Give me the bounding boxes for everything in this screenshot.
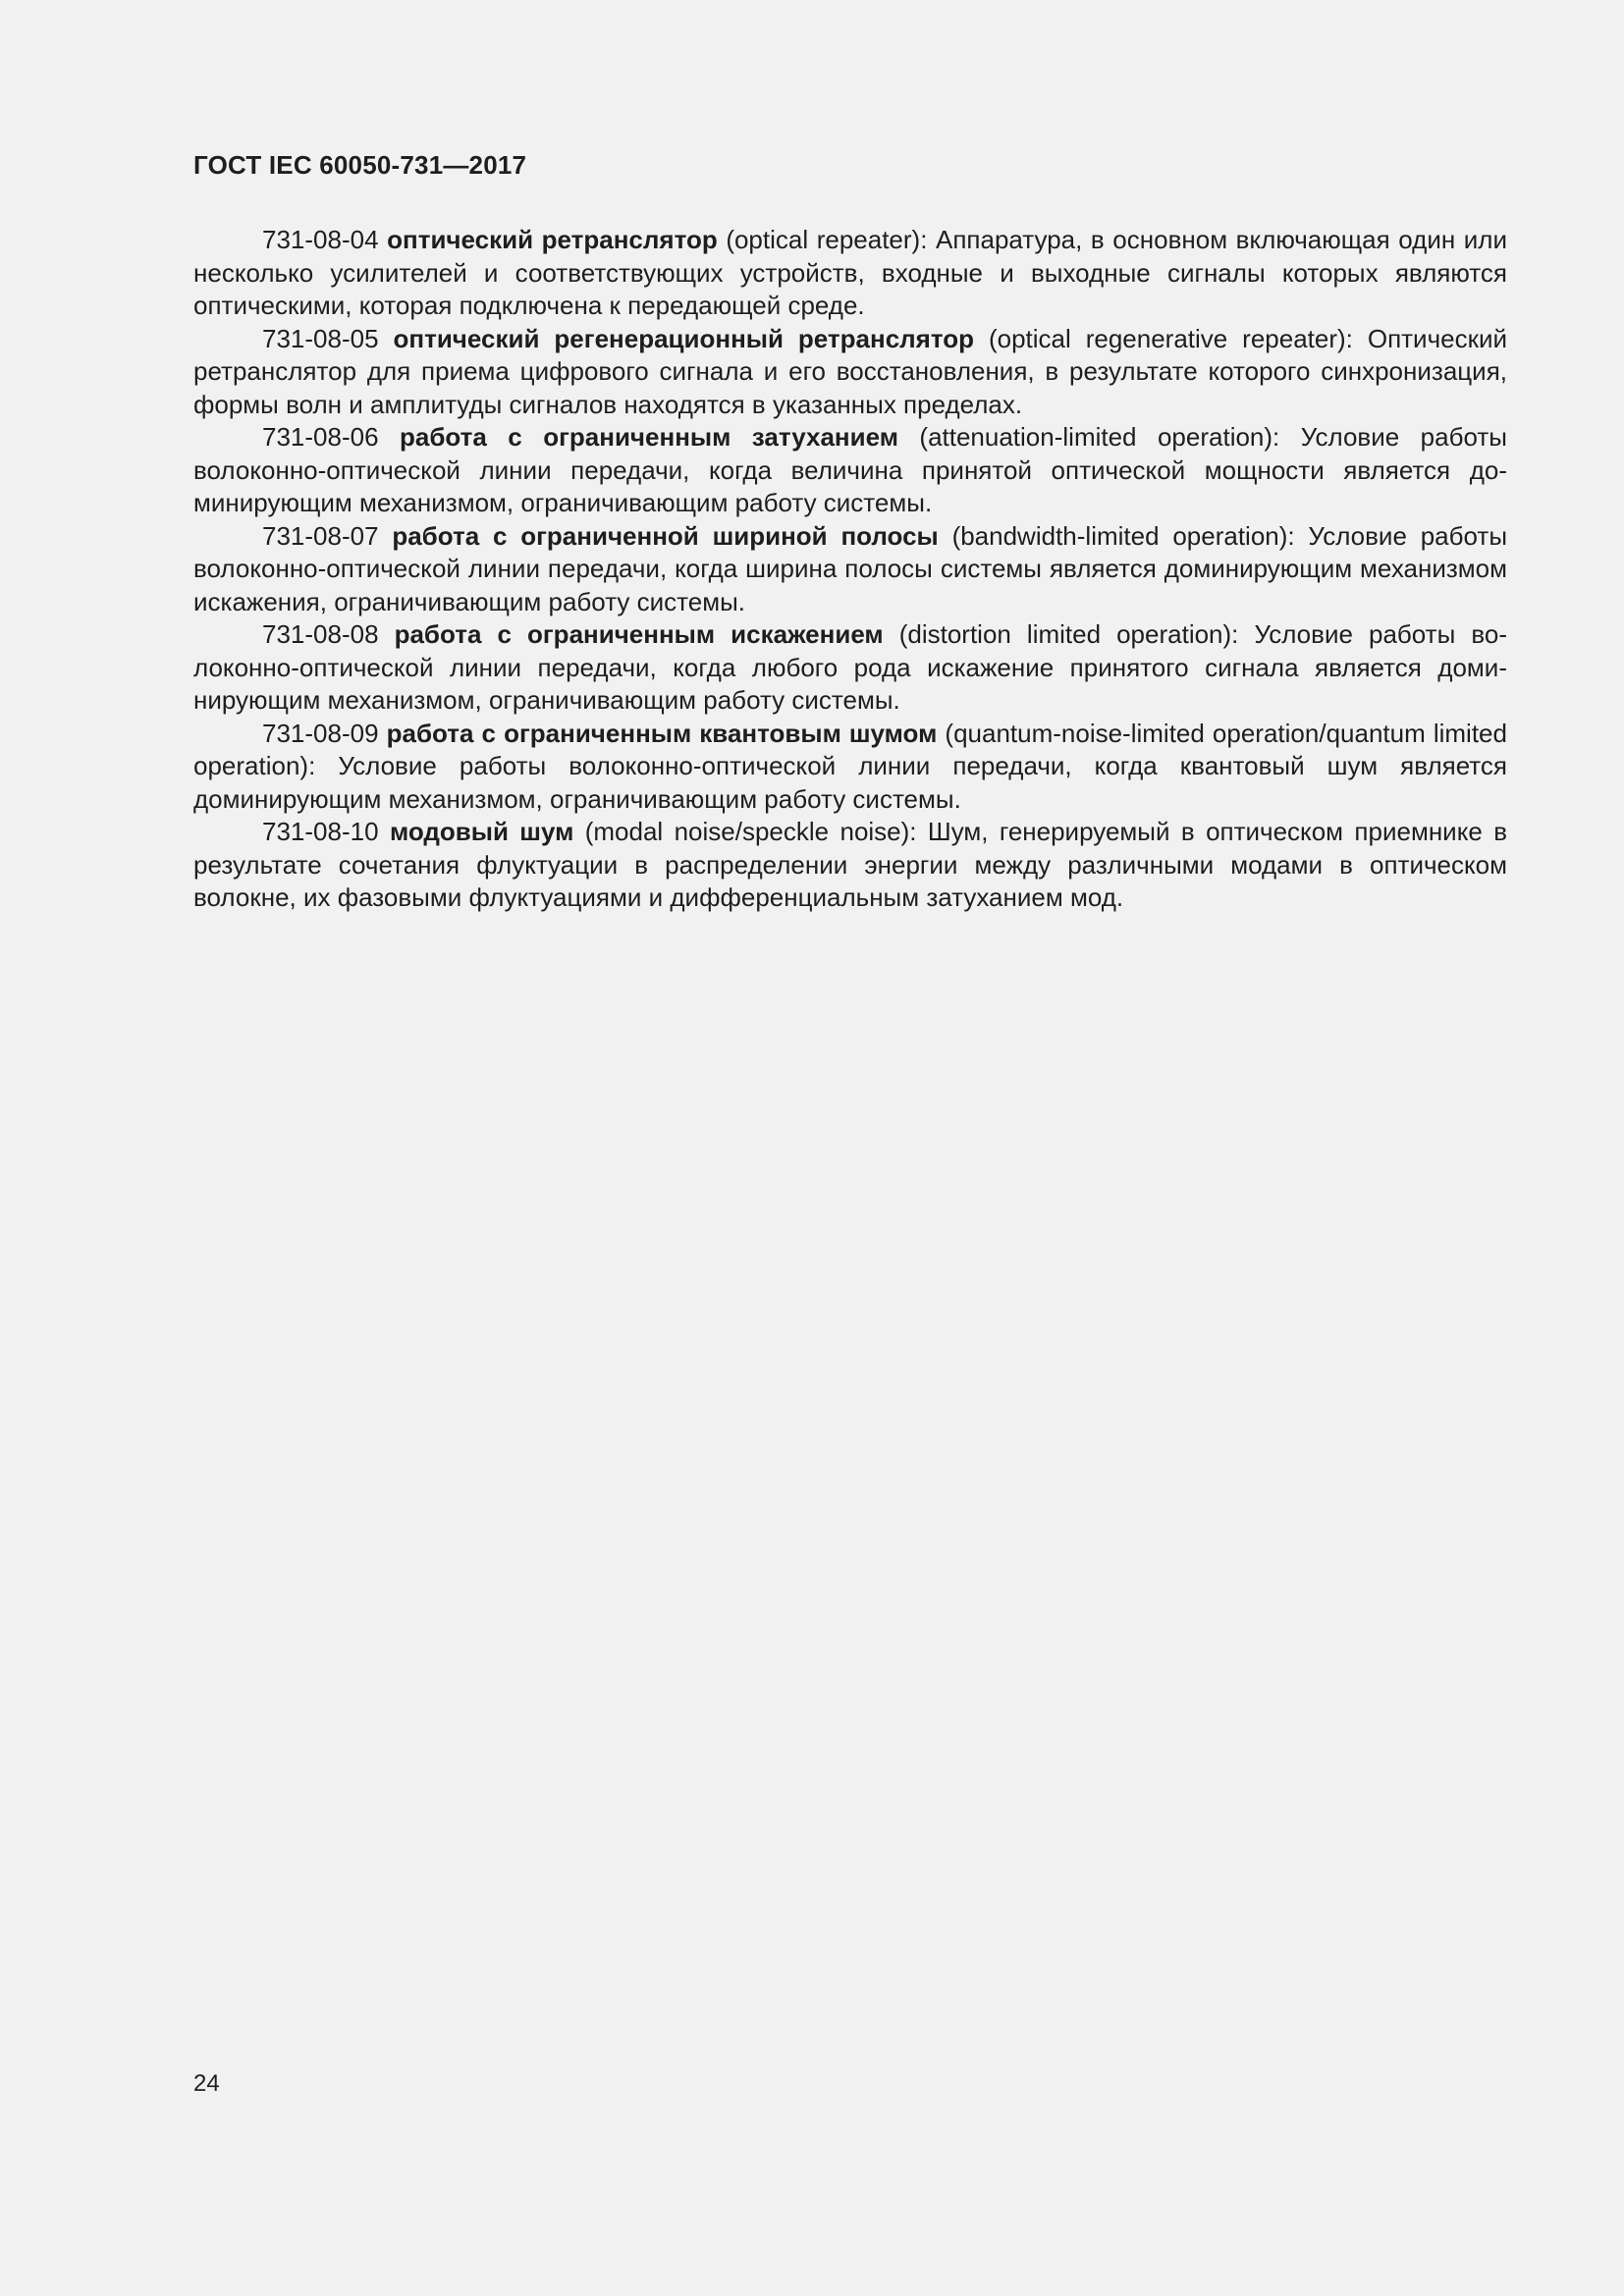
term-code: 731-08-10 <box>262 817 379 846</box>
term-name: работа с ограниченным затуханием <box>400 422 898 452</box>
term-code: 731-08-09 <box>262 718 379 748</box>
term-definition: (modal noise/speckle noise): Шум, генерируемый в оптическом приемнике в результате сочетания флуктуации в распределении энергии между различными модами в оптическом волокне, их фазовыми флуктуациями и дифференциальным затуханием мод. <box>193 817 1508 912</box>
term-name: модовый шум <box>389 817 574 846</box>
term-definition: (distortion limited operation): Условие работы волоконно-оптической линии передачи, когда любого рода искажение принятого сигнала является доминирующим механизмом, ограничивающим работу системы. <box>193 619 1507 715</box>
term-definition: (optical regenerative repeater): Оптический ретранслятор для приема цифрового сигнала и его восстановления, в результате которого синхронизация, формы волн и амплитуды сигналов находятся в указанных пределах. <box>193 323 1508 419</box>
term-entry <box>193 224 1507 323</box>
term-entry <box>193 718 1507 817</box>
term-entry <box>193 421 1507 520</box>
page-number: 24 <box>193 2070 220 2097</box>
term-definition: (quantum-noise-limited operation/quantum limited operation): Условие работы волоконно-оптической линии передачи, когда квантовый шум является доминирующим механизмом, ограничивающим работу системы. <box>193 718 1507 814</box>
term-definition: (bandwidth-limited operation): Условие работы волоконно-оптической линии передачи, когда ширина полосы системы является доминирующим механизмом искажения, ограничивающим работу системы. <box>193 520 1508 616</box>
term-code: 731-08-06 <box>262 422 379 452</box>
term-name: работа с ограниченным квантовым шумом <box>386 718 938 748</box>
term-definition: (attenuation-limited operation): Условие работы волоконно-оптической линии передачи, когда величина принятой оптической мощности является доминирующим механизмом, ограничивающим работу системы. <box>193 422 1507 517</box>
term-code: 731-08-05 <box>262 323 379 353</box>
term-code: 731-08-04 <box>262 225 379 254</box>
term-entry <box>193 618 1507 718</box>
term-name: работа с ограниченной шириной полосы <box>392 520 939 551</box>
term-code: 731-08-08 <box>262 619 379 649</box>
term-definition: (optical repeater): Аппаратура, в основном включающая один или несколько усилителей и соответствующих устройств, входные и выходные сигналы которых являются оптическими, которая подключена к передающей среде. <box>193 225 1507 320</box>
term-entry <box>193 520 1507 619</box>
document-header: ГОСТ IEC 60050-731—2017 <box>193 150 527 180</box>
terms-list <box>193 224 1507 915</box>
term-code: 731-08-07 <box>262 520 379 551</box>
term-entry <box>193 816 1507 915</box>
term-name: оптический ретранслятор <box>387 225 718 254</box>
term-name: оптический регенерационный ретранслятор <box>393 323 974 353</box>
term-entry <box>193 323 1507 422</box>
term-name: работа с ограниченным искажением <box>394 619 884 649</box>
